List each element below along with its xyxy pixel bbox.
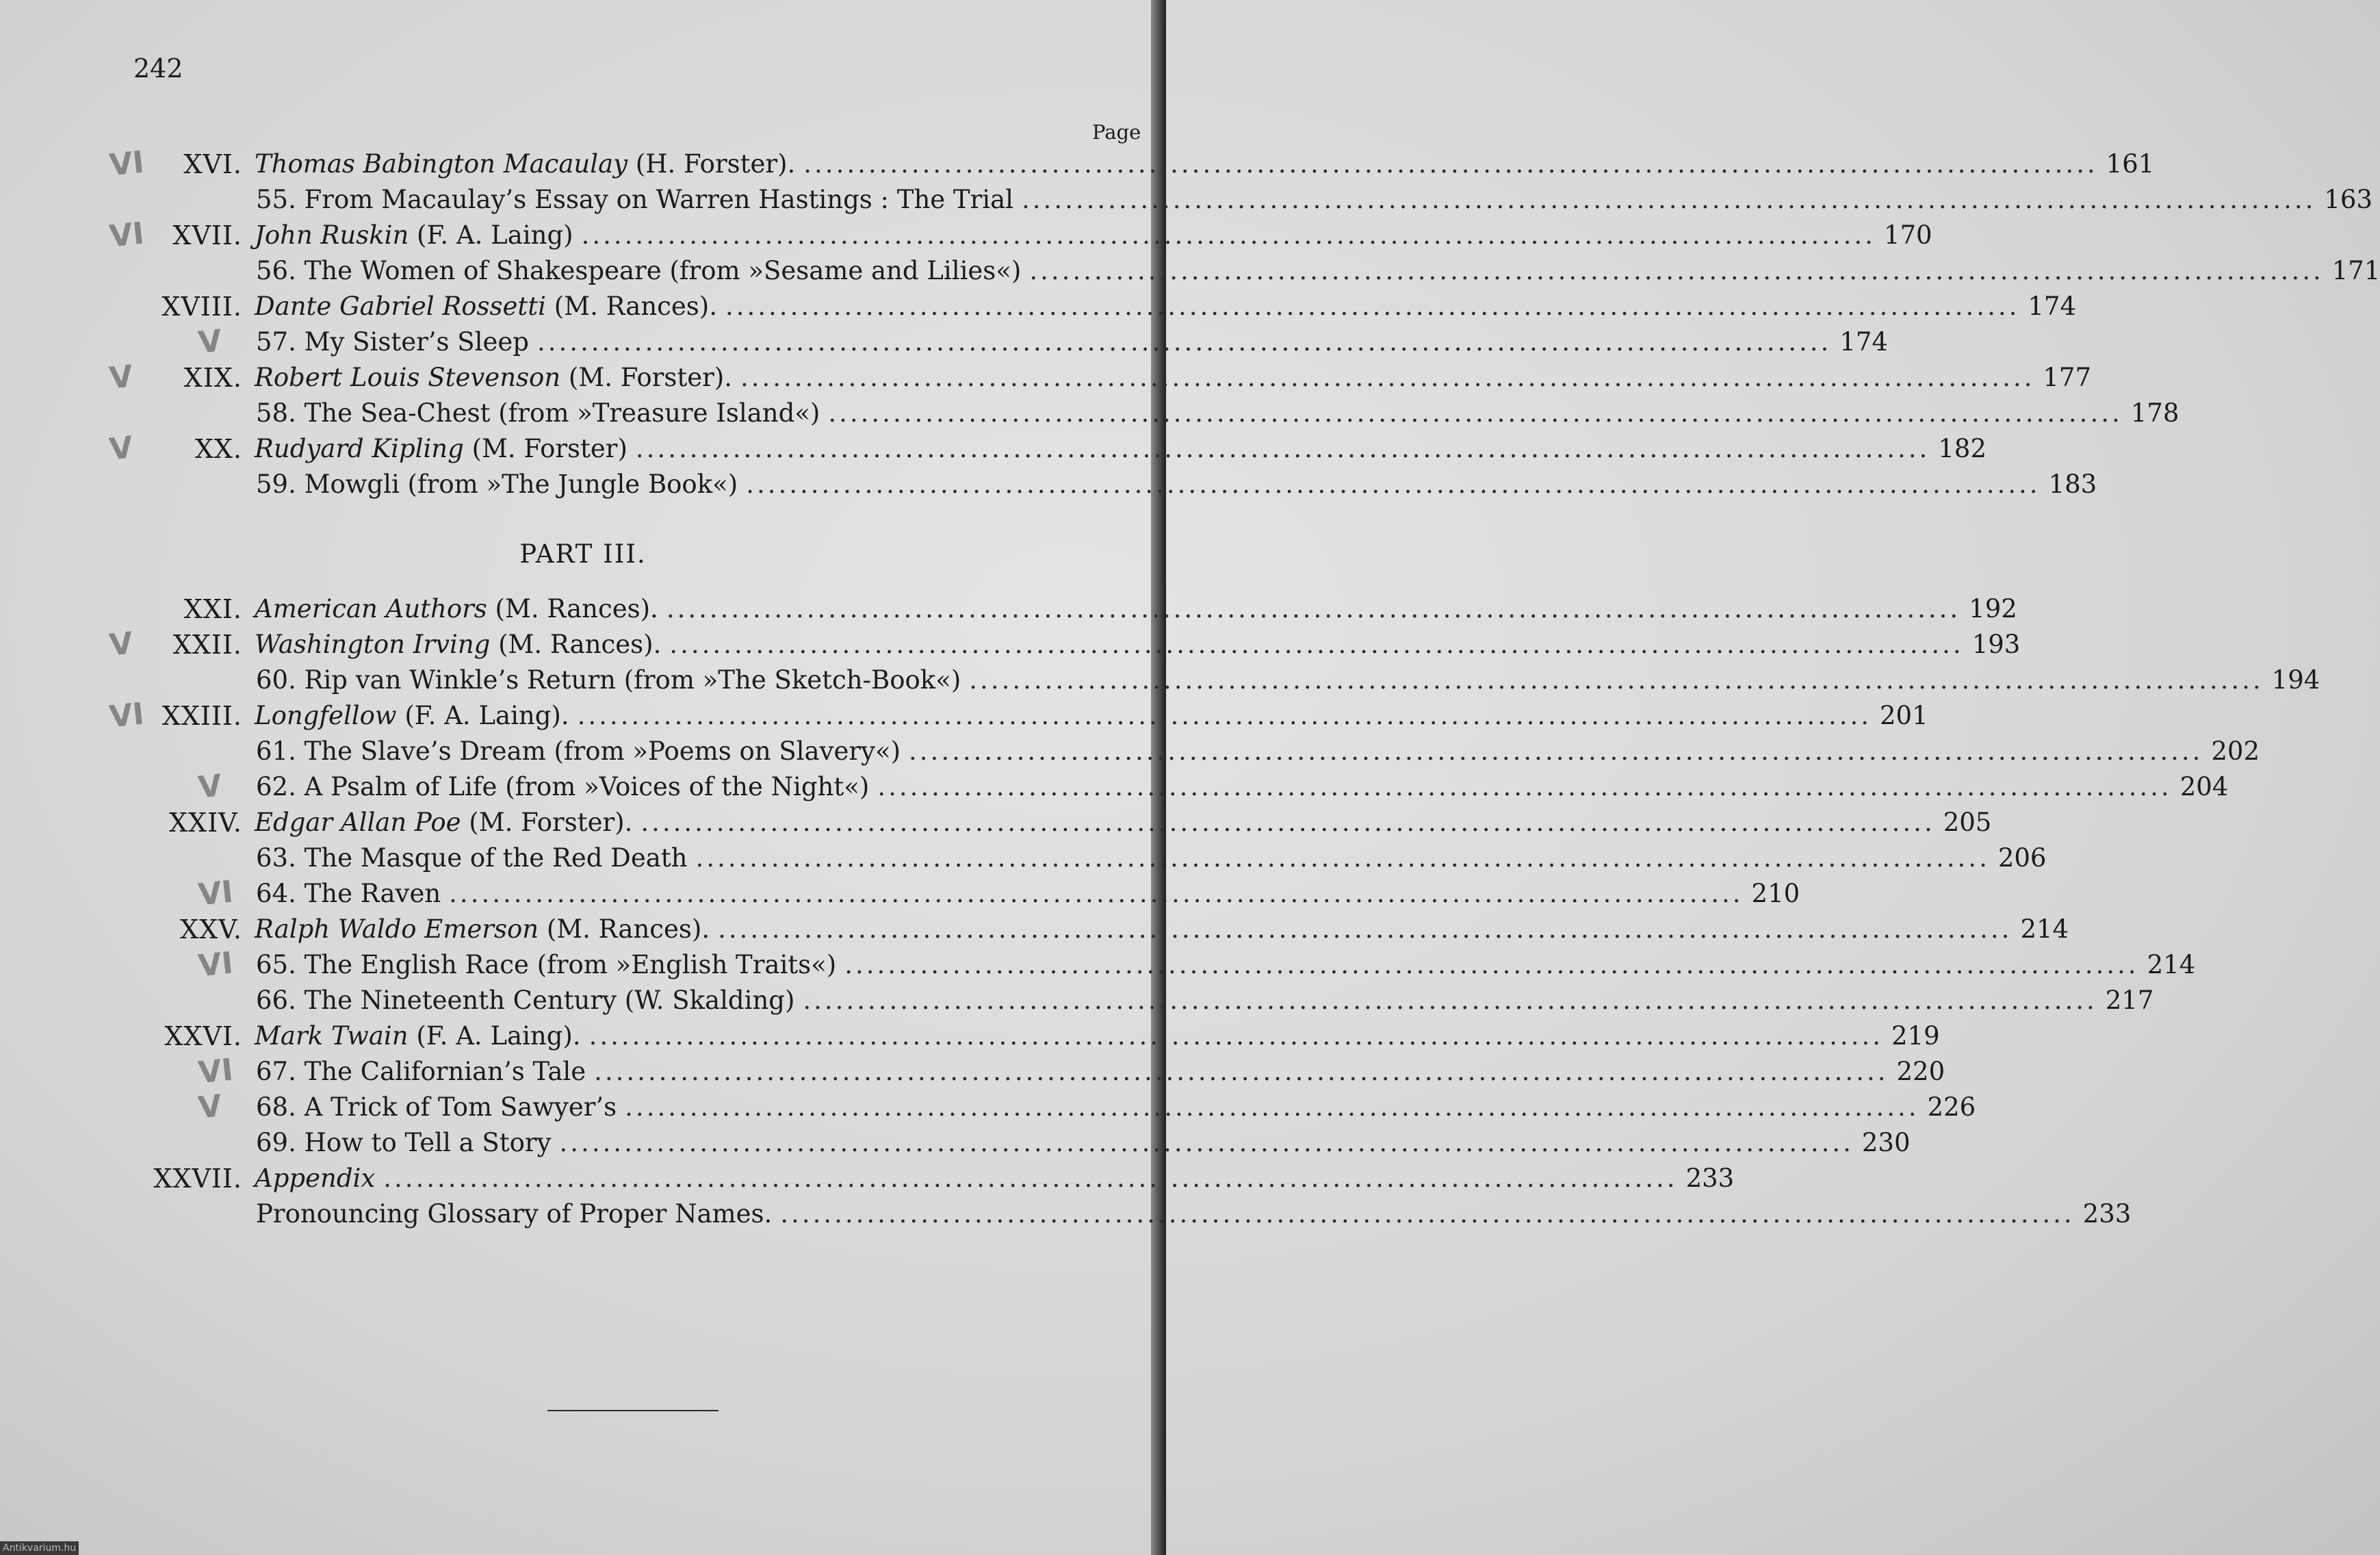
chapter-number: XXVI. (164, 1021, 242, 1051)
entry-page-number: 171 (2331, 256, 2380, 285)
entry-content (256, 327, 1888, 357)
toc-chapter-row (0, 430, 1987, 470)
entry-page-number: 201 (1879, 701, 1928, 730)
entry-page-number: 183 (2048, 470, 2097, 499)
dot-leader: ........................................................................................................................ (844, 950, 2139, 979)
dot-leader: ........................................................................................................................ (635, 434, 1930, 463)
dot-leader: ........................................................................................................................ (559, 1128, 1854, 1157)
chapter-number: XXIII. (161, 701, 242, 731)
toc-item-row (0, 768, 2229, 808)
entry-content (255, 1164, 1735, 1193)
entry-page-number: 163 (2324, 185, 2373, 214)
entry-title: Washington Irving (255, 630, 491, 659)
toc-chapter-row (0, 696, 1928, 736)
entry-page-number: 192 (1969, 594, 2017, 624)
dot-leader: ........................................................................................................................ (536, 327, 1832, 357)
entry-page-number: 202 (2211, 736, 2260, 766)
dot-leader: ........................................................................................................................ (588, 1021, 1883, 1051)
entry-author: (F. A. Laing). (408, 1021, 581, 1051)
dot-leader: ........................................................................................................................ (909, 736, 2203, 766)
toc-chapter-row (0, 216, 1932, 256)
entry-page-number: 217 (2105, 986, 2154, 1015)
closing-rule (547, 1410, 719, 1411)
entry-content (255, 808, 1992, 837)
handwritten-mark: VI (196, 1052, 235, 1091)
part-heading: PART III. (519, 539, 647, 569)
entry-page-number: 174 (1839, 327, 1888, 357)
chapter-number: XX. (194, 434, 242, 464)
entry-content (255, 363, 2091, 392)
entry-author: (M. Forster) (463, 434, 628, 463)
entry-author: (F. A. Laing) (409, 220, 573, 250)
entry-page-number: 194 (2271, 665, 2320, 695)
toc-item-row (0, 665, 2320, 701)
dot-leader: ........................................................................................................................ (803, 986, 2097, 1015)
entry-page-number: 182 (1938, 434, 1987, 463)
toc-item-row (0, 470, 2097, 505)
entry-text: 56. The Women of Shakespeare (from »Sesame and Lilies«) (256, 256, 1022, 285)
entry-content (256, 665, 2320, 695)
entry-page-number: 226 (1927, 1092, 1976, 1122)
entry-title: Thomas Babington Macaulay (255, 149, 628, 179)
entry-page-number: 210 (1751, 879, 1800, 908)
toc-item-row (0, 1128, 1911, 1164)
entry-content (256, 1057, 1945, 1086)
chapter-number: XVII. (172, 220, 242, 250)
toc-chapter-row (0, 594, 2017, 630)
entry-page-number: 214 (2147, 950, 2196, 979)
toc-item-row (0, 1052, 1945, 1092)
entry-page-number: 204 (2179, 772, 2229, 801)
entry-content (256, 1128, 1911, 1157)
page-column-label: Page (1092, 120, 1141, 144)
toc-item-row (0, 736, 2260, 772)
handwritten-mark: V (107, 430, 135, 467)
entry-title: American Authors (255, 594, 487, 624)
entry-page-number: 161 (2106, 149, 2155, 179)
entry-content (255, 434, 1987, 463)
entry-text: 61. The Slave’s Dream (from »Poems on Slavery«) (256, 736, 901, 766)
entry-text: 64. The Raven (256, 879, 441, 908)
toc-item-row (0, 256, 2380, 292)
dot-leader: ........................................................................................................................ (581, 220, 1876, 250)
chapter-number: XVI. (183, 149, 242, 179)
entry-author: (M. Rances). (545, 292, 717, 321)
dot-leader: ........................................................................................................................ (594, 1057, 1889, 1086)
entry-page-number: 193 (1971, 630, 2021, 659)
entry-text: 59. Mowgli (from »The Jungle Book«) (256, 470, 738, 499)
entry-title: John Ruskin (255, 220, 409, 250)
toc-chapter-row (0, 1164, 1735, 1199)
chapter-number: XVIII. (161, 292, 242, 322)
toc-item-row (0, 1199, 2132, 1235)
entry-content (256, 470, 2097, 499)
dot-leader: ........................................................................................................................ (669, 630, 1964, 659)
toc-item-row (0, 185, 2373, 220)
entry-content (255, 701, 1928, 730)
chapter-number: XXV. (180, 914, 242, 944)
handwritten-mark: V (107, 626, 135, 663)
dot-leader: ........................................................................................................................ (577, 701, 1872, 730)
toc-item-row (0, 1088, 1976, 1128)
handwritten-mark: VI (196, 945, 235, 984)
entry-content (255, 630, 2021, 659)
entry-page-number: 214 (2020, 914, 2069, 944)
handwritten-mark: V (196, 323, 224, 361)
handwritten-mark: VI (107, 144, 146, 183)
toc-item-row (0, 323, 1888, 363)
chapter-number: XXII. (172, 630, 242, 660)
entry-content (255, 1021, 1940, 1051)
handwritten-mark: V (196, 1088, 224, 1126)
entry-page-number: 174 (2028, 292, 2076, 321)
toc-item-row (0, 986, 2154, 1021)
entry-content (256, 256, 2380, 285)
entry-author: (H. Forster). (628, 149, 796, 179)
entry-author: (M. Rances). (490, 630, 662, 659)
entry-title: Longfellow (255, 701, 397, 730)
entry-text: 67. The Californian’s Tale (256, 1057, 586, 1086)
toc-chapter-row (0, 626, 2021, 665)
entry-title: Mark Twain (255, 1021, 409, 1051)
entry-text: 55. From Macaulay’s Essay on Warren Hastings : The Trial (256, 185, 1014, 214)
entry-content (256, 1199, 2132, 1229)
entry-page-number: 177 (2043, 363, 2091, 392)
entry-author: (F. A. Laing). (396, 701, 569, 730)
dot-leader: ........................................................................................................................ (641, 808, 1935, 837)
entry-text: 63. The Masque of the Red Death (256, 843, 688, 873)
dot-leader: ........................................................................................................................ (1029, 256, 2324, 285)
dot-leader: ........................................................................................................................ (877, 772, 2172, 801)
entry-text: 60. Rip van Winkle’s Return (from »The Sketch-Book«) (256, 665, 961, 695)
entry-content (256, 986, 2154, 1015)
entry-text: 69. How to Tell a Story (256, 1128, 552, 1157)
dot-leader: ........................................................................................................................ (718, 914, 2013, 944)
entry-title: Appendix (255, 1164, 376, 1193)
chapter-number: XXI. (183, 594, 242, 624)
entry-title: Ralph Waldo Emerson (255, 914, 539, 944)
entry-content (256, 772, 2229, 801)
dot-leader: ........................................................................................................................ (969, 665, 2264, 695)
chapter-number: XXIV. (169, 808, 242, 838)
toc-item-row (0, 843, 2047, 879)
handwritten-mark: V (196, 768, 224, 806)
entry-content (256, 879, 1800, 908)
toc-chapter-row (0, 359, 2091, 398)
dot-leader: ........................................................................................................................ (449, 879, 1744, 908)
entry-page-number: 220 (1896, 1057, 1945, 1086)
handwritten-mark: VI (107, 216, 146, 255)
entry-content (256, 736, 2260, 766)
entry-content (255, 914, 2069, 944)
watermark: Antikvarium.hu (0, 1541, 79, 1555)
entry-title: Dante Gabriel Rossetti (255, 292, 546, 321)
entry-content (255, 594, 2017, 624)
entry-page-number: 205 (1943, 808, 1992, 837)
entry-text: 68. A Trick of Tom Sawyer’s (256, 1092, 617, 1122)
entry-title: Rudyard Kipling (255, 434, 464, 463)
entry-content (256, 950, 2196, 979)
entry-page-number: 219 (1891, 1021, 1940, 1051)
handwritten-mark: V (107, 359, 135, 396)
entry-page-number: 206 (1997, 843, 2047, 873)
toc-chapter-row (0, 914, 2069, 950)
entry-content (256, 1092, 1976, 1122)
entry-author: (M. Forster). (560, 363, 732, 392)
toc-chapter-row (0, 1021, 1940, 1057)
dot-leader: ........................................................................................................................ (666, 594, 1961, 624)
handwritten-mark: VI (107, 696, 146, 735)
entry-content (256, 185, 2373, 214)
entry-author: (M. Forster). (461, 808, 633, 837)
handwritten-mark: VI (196, 874, 235, 913)
entry-title: Edgar Allan Poe (255, 808, 461, 837)
toc-item-row (0, 398, 2179, 434)
entry-page-number: 233 (2082, 1199, 2132, 1229)
entry-page-number: 233 (1685, 1164, 1735, 1193)
dot-leader: ........................................................................................................................ (740, 363, 2035, 392)
entry-title: Robert Louis Stevenson (255, 363, 561, 392)
toc-item-row (0, 945, 2196, 986)
entry-page-number: 178 (2130, 398, 2179, 428)
entry-text: 57. My Sister’s Sleep (256, 327, 529, 357)
entry-author: (M. Rances). (487, 594, 658, 624)
dot-leader: ........................................................................................................................ (625, 1092, 1919, 1122)
dot-leader: ........................................................................................................................ (695, 843, 1990, 873)
chapter-number: XXVII. (153, 1164, 242, 1194)
chapter-number: XIX. (183, 363, 242, 393)
entry-text: 62. A Psalm of Life (from »Voices of the Night«) (256, 772, 870, 801)
toc-chapter-row (0, 144, 2155, 185)
dot-leader: ........................................................................................................................ (780, 1199, 2075, 1229)
entry-text: Pronouncing Glossary of Proper Names. (256, 1199, 773, 1229)
dot-leader: ........................................................................................................................ (746, 470, 2041, 499)
entry-page-number: 170 (1883, 220, 1932, 250)
dot-leader: ........................................................................................................................ (828, 398, 2123, 428)
entry-content (256, 398, 2179, 428)
dot-leader: ........................................................................................................................ (803, 149, 2098, 179)
toc-chapter-row (0, 808, 1992, 843)
entry-content (255, 149, 2155, 179)
entry-text: 66. The Nineteenth Century (W. Skalding) (256, 986, 795, 1015)
page-number: 242 (133, 53, 183, 83)
entry-text: 65. The English Race (from »English Traits«) (256, 950, 837, 979)
entry-content (255, 292, 2076, 321)
entry-content (256, 843, 2047, 873)
dot-leader: ........................................................................................................................ (725, 292, 2020, 321)
entry-page-number: 230 (1861, 1128, 1911, 1157)
entry-author: (M. Rances). (539, 914, 710, 944)
toc-item-row (0, 874, 1800, 914)
toc-chapter-row (0, 292, 2076, 327)
dot-leader: ........................................................................................................................ (383, 1164, 1678, 1193)
dot-leader: ........................................................................................................................ (1022, 185, 2316, 214)
entry-text: 58. The Sea-Chest (from »Treasure Island«) (256, 398, 820, 428)
entry-content (255, 220, 1932, 250)
